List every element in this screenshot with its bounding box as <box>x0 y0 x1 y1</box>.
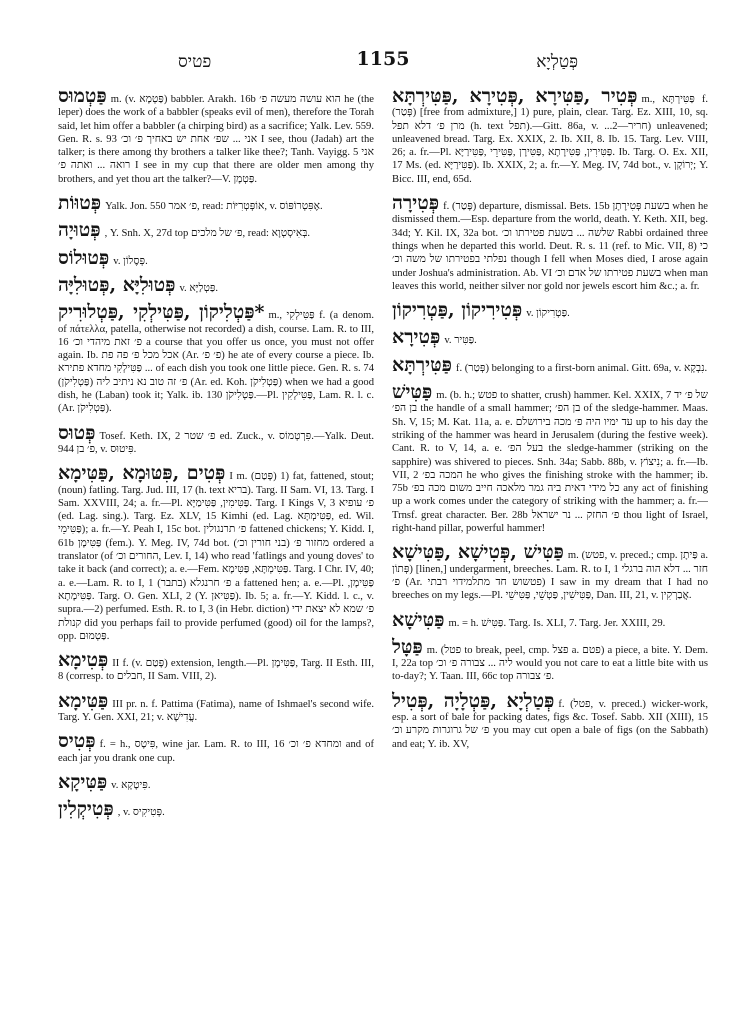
entry-headword: פַּטִּישָׁא <box>392 608 445 631</box>
page-number: 1155 <box>356 48 410 70</box>
entry-headword: פַּטִּימָא <box>58 689 109 712</box>
entry-headword: פְּטִיקְלִין <box>58 798 114 821</box>
dictionary-entry <box>58 691 374 725</box>
entry-headword: פַּטִּישׁ <box>392 381 433 404</box>
entry-definition: v. פִּיטָקָא. <box>111 779 151 791</box>
header-right-word: פְּטַלְיָא <box>536 52 578 72</box>
entry-headword: פַּטִּירְתָּא <box>392 353 452 376</box>
entry-definition: f. (פטל, v. preced.) wicker-work, esp. a sort of bale for packing dates, figs &c. Tosef. Sabb. XII (XIII), 15 פ׳ של גרוגרות מקרע וכ׳ you may cut open a bale of figs (on the Sabbath) and eat; Y. ib. XV, <box>392 698 708 750</box>
dictionary-entry <box>392 327 708 347</box>
entry-definition: m. (פטש, v. preced.; cmp. פַּיתָן a. פְּתוֹן) [linen,] undergarment, breeches. Lam. R. to I, 1 חזר ... דלא הוה ברגלי פ׳ (Ar. פטשוש חד מתלמידוי רבתי) I saw in my dream that I had no breeches on my legs.—Pl. פַּטִּישִׁין, פַּטְשֵׁי, פַּטִּישֵׁי, Dan. III, 21, v. אֲבַרְקִין. <box>392 550 708 602</box>
entry-definition: m., פַּטִּילְקִי f. (a denom. of πάτελλα, patella, otherwise not recorded) a dish, course. Lam. R. to III, 16 פ׳ זאת מיהדי וכ׳ a course that you offer us once, you must not offer again. Ib. אכל מכל פ׳ פה פת (Ar. פ׳ פ׳) he ate of every course a piece. Ib. פַּטִּילְקִי מחדא פתירא ... of each dish you took one little piece. Gen. R. s. 74 (פַּטְלִיקֹן) פ׳ זה טוב נא ניתיב ליה (Ar. ed. Koh. פַּטְלִיקֹן) when we had a good dish, he (Laban) took it; Yalk. ib. 130 פַּטְלִיקֹן.—Pl. פַּטִּילְקִין, Lam. R. l. c. (Ar. פַּטְלִיקֹן). <box>58 310 374 415</box>
entry-definition: f. = h., פִּיטָס, wine jar. Lam. R. to III, 16 ומחדא פ׳ וכ׳ and of each jar you drank one cup. <box>58 739 374 764</box>
entry-headword: פְּטִיס <box>58 730 96 753</box>
entry-definition: f. (פָּטַר) departure, dismissal. Bets. 15b בשעת פְּטִירָתָן when he dismissed them.—Esp. departure from the world, death. Y. Keth. XII, beg. 34d; Y. Kil. IX, 32a bot. שלשה ... בשעת פטירתו וכ׳ Rabbi ordained three things when he departed this world. Deut. R. s. 11 (ref. to Mic. VII, 8) כי נפלתי בפטירתו של משה וכ׳ though I fell when Moses died, I arose again under Joshua's administration. Ab. VI בשעת פטירתו של אדם וכ׳ when man leaves this world, neither silver nor gold nor jewels escort him &c.; a. fr. <box>392 201 708 292</box>
left-column <box>58 86 374 1001</box>
dictionary-entry <box>392 691 708 751</box>
dictionary-entry <box>392 542 708 602</box>
entry-headword: פְּטִירָא <box>392 326 441 349</box>
entry-headword: פְּטוּס <box>58 421 96 444</box>
entry-definition: v. פַּטִּיר. <box>444 335 477 347</box>
entry-headword: פְּטוּלוֹס <box>58 246 110 269</box>
dictionary-page <box>58 44 708 1004</box>
entry-headword: פְּטִימָא <box>58 649 109 672</box>
entry-headword: *פַּטְלִיקוֹן ,פַּטִּילְקִי ,פַּטְלוּרִיק <box>58 301 265 324</box>
dictionary-entry <box>58 463 374 643</box>
running-header <box>58 44 708 78</box>
entry-definition: II f. (v. פָּטַם) extension, length.—Pl. פַּטִּימָן, Targ. II Esth. III, 8 (corresp. to חבלים, II Sam. VIII, 2). <box>58 658 374 683</box>
text-columns <box>58 86 708 1001</box>
entry-headword: פְּטַלְיָא ,פַּטְלָיָה ,פְּטִיל <box>392 689 555 712</box>
dictionary-entry <box>392 193 708 293</box>
entry-headword: פְּטוּוֹת <box>58 192 102 215</box>
dictionary-entry <box>58 248 374 268</box>
entry-headword: פַּטִּישׁ ,פְּטִישָׁא ,פַּטִּישָׁא <box>392 541 564 564</box>
entry-headword: פְּטִירָה <box>392 192 440 215</box>
dictionary-entry <box>58 423 374 457</box>
entry-definition: III pr. n. f. Pattima (Fatima), name of Ishmael's second wife. Targ. Y. Gen. XXI, 21; v. עֲדִישָׁא. <box>58 698 374 723</box>
entry-definition: , v. פְּטִיקִיס. <box>117 807 165 819</box>
dictionary-entry <box>58 275 374 295</box>
entry-headword: פְּטִיר ,פַּטִּירָא ,פְּטִירָא ,פַּטִּירְתָּא <box>392 86 638 107</box>
dictionary-entry <box>58 799 374 819</box>
dictionary-entry <box>392 610 708 630</box>
entry-definition: , Y. Snh. X, 27d top פ׳ של מלכים, read: בְּאִיסְטְוָא. <box>104 228 311 240</box>
dictionary-entry <box>58 772 374 792</box>
dictionary-entry <box>58 86 374 186</box>
dictionary-entry <box>392 86 708 186</box>
entry-definition: Yalk. Jon. 550 פ׳ אמר, read: אוֹפְּטְרִיּוֹת, v. אֶפִּטְרוֹפּוֹס. <box>105 201 323 213</box>
entry-definition: m. = h. פַּטִּישׁ. Targ. Is. XLI, 7. Targ. Jer. XXIII, 29. <box>448 617 666 629</box>
entry-definition: Tosef. Keth. IX, 2 פ׳ שטר ed. Zuck., v. פִּרְטְמוֹס.—Yalk. Deut. 944 פ׳ בן, v. פִּיטוּס. <box>58 430 374 455</box>
dictionary-entry <box>58 220 374 240</box>
entry-definition: m. (פטל to break, peel, cmp. פצל a. פטם) a piece, a bite. Y. Dem. I, 22a top ליה ... צבורה פ׳ וכ׳ would you not care to eat a little bite with us to-day?; Y. Taan. III, 66c top פ׳ צבורה. <box>392 644 708 683</box>
entry-headword: פְּטוּלִיָּא ,פְּטוּלִיָּה <box>58 273 176 296</box>
entry-definition: v. פְּסֶלוֹן. <box>113 255 148 267</box>
entry-headword: פַּטִּיקָא <box>58 770 108 793</box>
entry-definition: v. פַּטְלַיָּא. <box>179 282 219 294</box>
dictionary-entry <box>58 302 374 415</box>
entry-definition: m. (b. h.; פטש to shatter, crush) hammer. Kel. XXIX, 7 של פ׳ יד בן הפ׳ the handle of a small hammer; בן הפ׳ of the sledge-hammer. Maas. Sh. V, 15; M. Kat. 11a, a. e. עד ימיו היה פ׳ מכה בירושלם up to his day the striking of the hammer was heard in Jerusalem (during the festive week). Cant. R. to V, 14, a. e. בעל הפ׳ the sledge-hammer (striking on the sapphire) was shivered to pieces. Snh. 34a; Sabb. 88b, v. נִיצוֹץ; a. fr.—Ib. VII, 2 המכה בפ׳ he who gives the finishing stroke with the hammer; ib. 75b כל מידי דאית ביה גמר מלאכה חייב משום מכה בפ׳ any act of finishing up a work comes under the category of striking with the hammer; a. fr.—Trnsf. great character. Ber. 28b פ׳ החזק ... נר ישראל thou light of Israel, right-hand pillar, powerful hammer! <box>392 390 708 535</box>
dictionary-entry <box>392 382 708 535</box>
dictionary-entry <box>392 637 708 684</box>
dictionary-entry <box>58 193 374 213</box>
entry-definition: f. (פְּטַר) belonging to a first-born animal. Gitt. 69a, v. נִבְקָא. <box>455 362 708 374</box>
right-column <box>392 86 708 1001</box>
header-left-word: פטיס <box>178 52 212 72</box>
dictionary-entry <box>392 355 708 375</box>
entry-headword: פַּטְמוּס <box>58 86 107 107</box>
entry-headword: פְּטִירִיקוֹן ,פַּטְרִיקוֹן <box>392 299 523 322</box>
entry-headword: פְּטִים ,פִּטּוּמָא ,פַּטִּימָא <box>58 462 226 485</box>
entry-definition: I m. (פָּטַם) 1) fat, fattened, stout; (noun) fatling. Targ. Jud. III, 17 (h. text בריא). Targ. II Sam. VI, 13. Targ. I Sam. XXVIII, 24; a. fr.—Pl. פַּטִּימִין, פַּטִּימַיָּא. Targ. I Kings V, 3 פ׳ עופיא (ed. Lag. sing.). Targ. Ez. XLV, 15 Kimhi (ed. Lag. פַּטִּימְתָּא, ed. Wil. פַּטִּימֵי); a. fr.—Y. Peah I, 15c bot. פ׳ תרנגולין fattened chickens; Y. Kidd. I, 61b פַּטִּימָן (fem.). Y. Meg. IV, 74d bot. מחזור פ׳ (בני חורין וכ׳) ordered a translator (of החורים וכ׳, Lev. I, 14) who read 'fatlings and young doves' to take it back (and correct); a. e.—Fem. פַּטִּימְתָּא, פַּטִּימָא. Targ. I Chr. IV, 40; a. e.—Lam. R. to I, 1 (בתבר) פ׳ חרנגלא a fattened hen; a. e.—Pl. פַּטִּימָן, פַּטִּימָתָא. Targ. O. Gen. XLI, 2 (Y. פַּטִּיאן). Ib. 5; a. fr.—Y. Kidd. l. c., v. supra.—2) perfumed. Esth. R. to I, 3 (in Hebr. diction) פ׳ שמא לא יצאת ידי קנולת did you perhaps fail to provide perfumed (good) oil for the lamps?, opp. פַּטְמוּם. <box>58 471 374 642</box>
entry-definition: m. (v. פַּטְמָא) babbler. Arakh. 16b הוא עושה מעשה פ׳ he (the leper) does the work of a babbler (speaks evil of men), therefore the Torah said, let him offer a babbler (a chirping bird) as a sacrifice; Yalk. Lev. 559. Gen. R. s. 93 אני ... שפ׳ אחת יש באחיך פ׳ וכ׳ I see, thou (Jadah) art the talker; is there among thy brothers a talker like thee?; Tanh. Vayigg. 5 אני רואה ... ואתה פ׳ I see in my cup that there are older men among thy brothers, and yet thou art the talker?—V. פַּטְמָן. <box>58 94 374 185</box>
dictionary-entry <box>58 731 374 765</box>
dictionary-entry <box>392 300 708 320</box>
entry-definition: m., פַּטִּירְתָּא f. (פְּטַר) [free from admixture,] 1) pure, plain, clear. Targ. Ez. XIII, 10, sq. מרן פ׳ דלא תפל (h. text תפל).—Gitt. 86a, v. ...חריר—2) unleavened; unleavened bread. Targ. Ex. XXIX, 2. Ib. XII, 8. Ib. 15. Targ. Lev. VIII, 26; a. fr.—Pl. פַּטִּירִין, פַּטִּירָתָא ,פַּטִּירָן ,פַּטִּירֵי ,פַּטִּירַיָּא. Ib. Targ. O. Ex. XII, 17 Ms. (ed. פַּטִּירַיָּא). Ib. XXIX, 2; a. fr.—Y. Meg. IV, 74d bot., v. יְרוֹקָן; Y. Bicc. III, end, 65d. <box>392 94 708 185</box>
entry-definition: v. פַּטְרִיקוֹן. <box>526 308 570 320</box>
entry-headword: פְּטוּיָה <box>58 219 101 242</box>
dictionary-entry <box>58 650 374 684</box>
entry-headword: פַּטָּל <box>392 635 423 658</box>
